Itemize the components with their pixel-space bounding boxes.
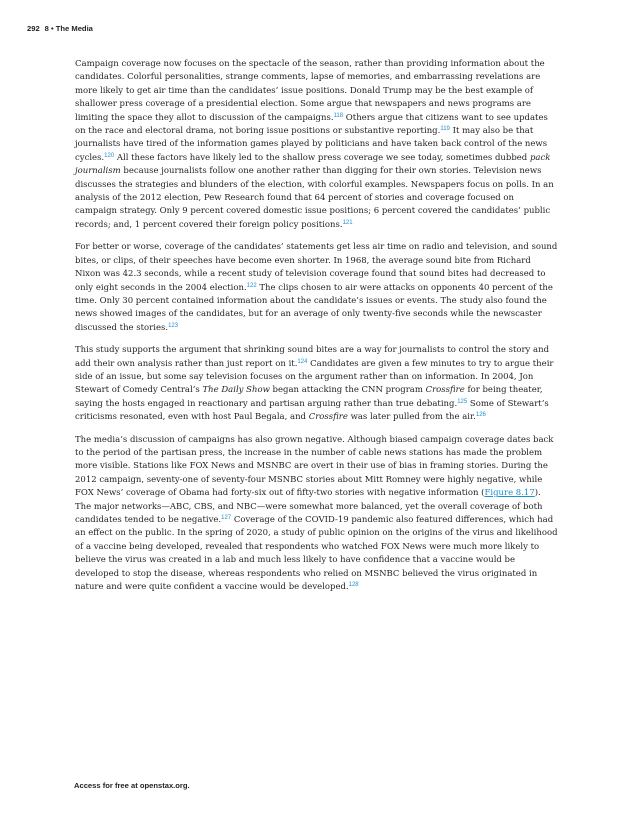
- footnote-ref-124[interactable]: 124: [297, 358, 308, 365]
- footnote-ref-122[interactable]: 122: [246, 282, 257, 289]
- footnote-ref-120[interactable]: 120: [104, 152, 115, 159]
- running-header: [27, 24, 93, 33]
- footnote-ref-125[interactable]: 125: [457, 398, 468, 405]
- title-crossfire: Crossfire: [308, 412, 348, 423]
- footnote-ref-126[interactable]: 126: [475, 412, 486, 419]
- term-pack-journalism: pack journalism: [75, 152, 551, 177]
- title-crossfire: Crossfire: [425, 385, 465, 396]
- footnote-ref-123[interactable]: 123: [168, 322, 179, 329]
- footnote-ref-127[interactable]: 127: [221, 515, 232, 521]
- footnote-ref-128[interactable]: 128: [348, 582, 359, 589]
- footer-access-text: Access for free at openstax.org.: [74, 781, 190, 790]
- paragraph-3: This study supports the argument that shrinking sound bites are a way for journalists to control the story and add their own analysis rather than just report on it.$^{124}$ Candidates are given a few minutes to try to argue their side of an issue, but some say television focuses on the argument rather than on information. In 2004, Jon Stewart of Comedy Central’s The Daily Show began attacking the CNN program Crossfire for being theater, saying the hosts engaged in reactionary and partisan arguing rather than true debating.$^{125}$ Some of Stewart’s criticisms resonated, even with host Paul Begala, and Crossfire was later pulled from the air.$^{126}$: [75, 345, 554, 423]
- page-number: 292: [27, 24, 40, 33]
- chapter-title: 8 • The Media: [44, 24, 93, 33]
- footnote-ref-118[interactable]: 118: [333, 112, 344, 119]
- footnote-ref-121[interactable]: 121: [342, 219, 353, 226]
- figure-link[interactable]: Figure 8.17: [484, 488, 535, 499]
- footnote-ref-119[interactable]: 119: [440, 126, 450, 133]
- title-daily-show: The Daily Show: [202, 385, 270, 396]
- main-content: [75, 58, 558, 603]
- paragraph-2: For better or worse, coverage of the candidates’ statements get less air time on radio and television, and sound bites, or clips, of their speeches have become even shorter. In 1968, the average sound bite from Richard Nixon was 42.3 seconds, while a recent study of television coverage found that sound bites had decreased to only eight seconds in the 2004 election.$^{122}$ The clips chosen to air were attacks on opponents 40 percent of the time. Only 30 percent contained information about the candidate’s issues or events. The study also found the news showed images of the candidates, but for an average of only twenty-five seconds while the newscaster discussed the stories.$^{123}$: [75, 242, 558, 333]
- paragraph-4: The media’s discussion of campaigns has also grown negative. Although biased campaign coverage dates back to the period of the partisan press, the increase in the number of cable news stations has made the problem more visible. Stations like FOX News and MSNBC are overt in their use of bias in framing stories. During the 2012 campaign, seventy-one of seventy-four MSNBC stories about Mitt Romney were highly negative, while FOX News’ coverage of Obama had forty-six out of fifty-two stories with negative information (Figure 8.17). The major networks—ABC, CBS, and NBC—were somewhat more balanced, yet the overall coverage of both candidates tended to be negative.$^{127}$ Coverage of the COVID-19 pandemic also featured differences, which had an effect on the public. In the spring of 2020, a study of public opinion on the origins of the virus and likelihood of a vaccine being developed, revealed that respondents who watched FOX News were much more likely to believe the virus was created in a lab and much less likely to have confidence that a vaccine would be developed to stop the disease, whereas respondents who relied on MSNBC believed the virus originated in nature and were quite confident a vaccine would be developed.$^{128}$: [75, 434, 558, 593]
- paragraph-1: Campaign coverage now focuses on the spectacle of the season, rather than providing information about the candidates. Colorful personalities, strange comments, lapse of memories, and embarrassing revelations are more likely to get air time than the candidates’ issue positions. Donald Trump may be the best example of shallower press coverage of a presidential election. Some argue that newspapers and news programs are limiting the space they allot to discussion of the campaigns.$^{118}$ Others argue that citizens want to see updates on the race and electoral drama, not boring issue positions or substantive reporting.$^{119}$ It may also be that journalists have tired of the information games played by politicians and have taken back control of the news cycles.$^{120}$ All these factors have likely led to the shallow press coverage we see today, sometimes dubbed pack journalism because journalists follow one another rather than digging for their own stories. Television news discusses the strategies and blunders of the election, with colorful examples. Newspapers focus on polls. In an analysis of the 2012 election, Pew Research found that 64 percent of stories and coverage focused on campaign strategy. Only 9 percent covered domestic issue positions; 6 percent covered the candidates’ public records; and, 1 percent covered their foreign policy positions.$^{121}$: [75, 59, 554, 230]
